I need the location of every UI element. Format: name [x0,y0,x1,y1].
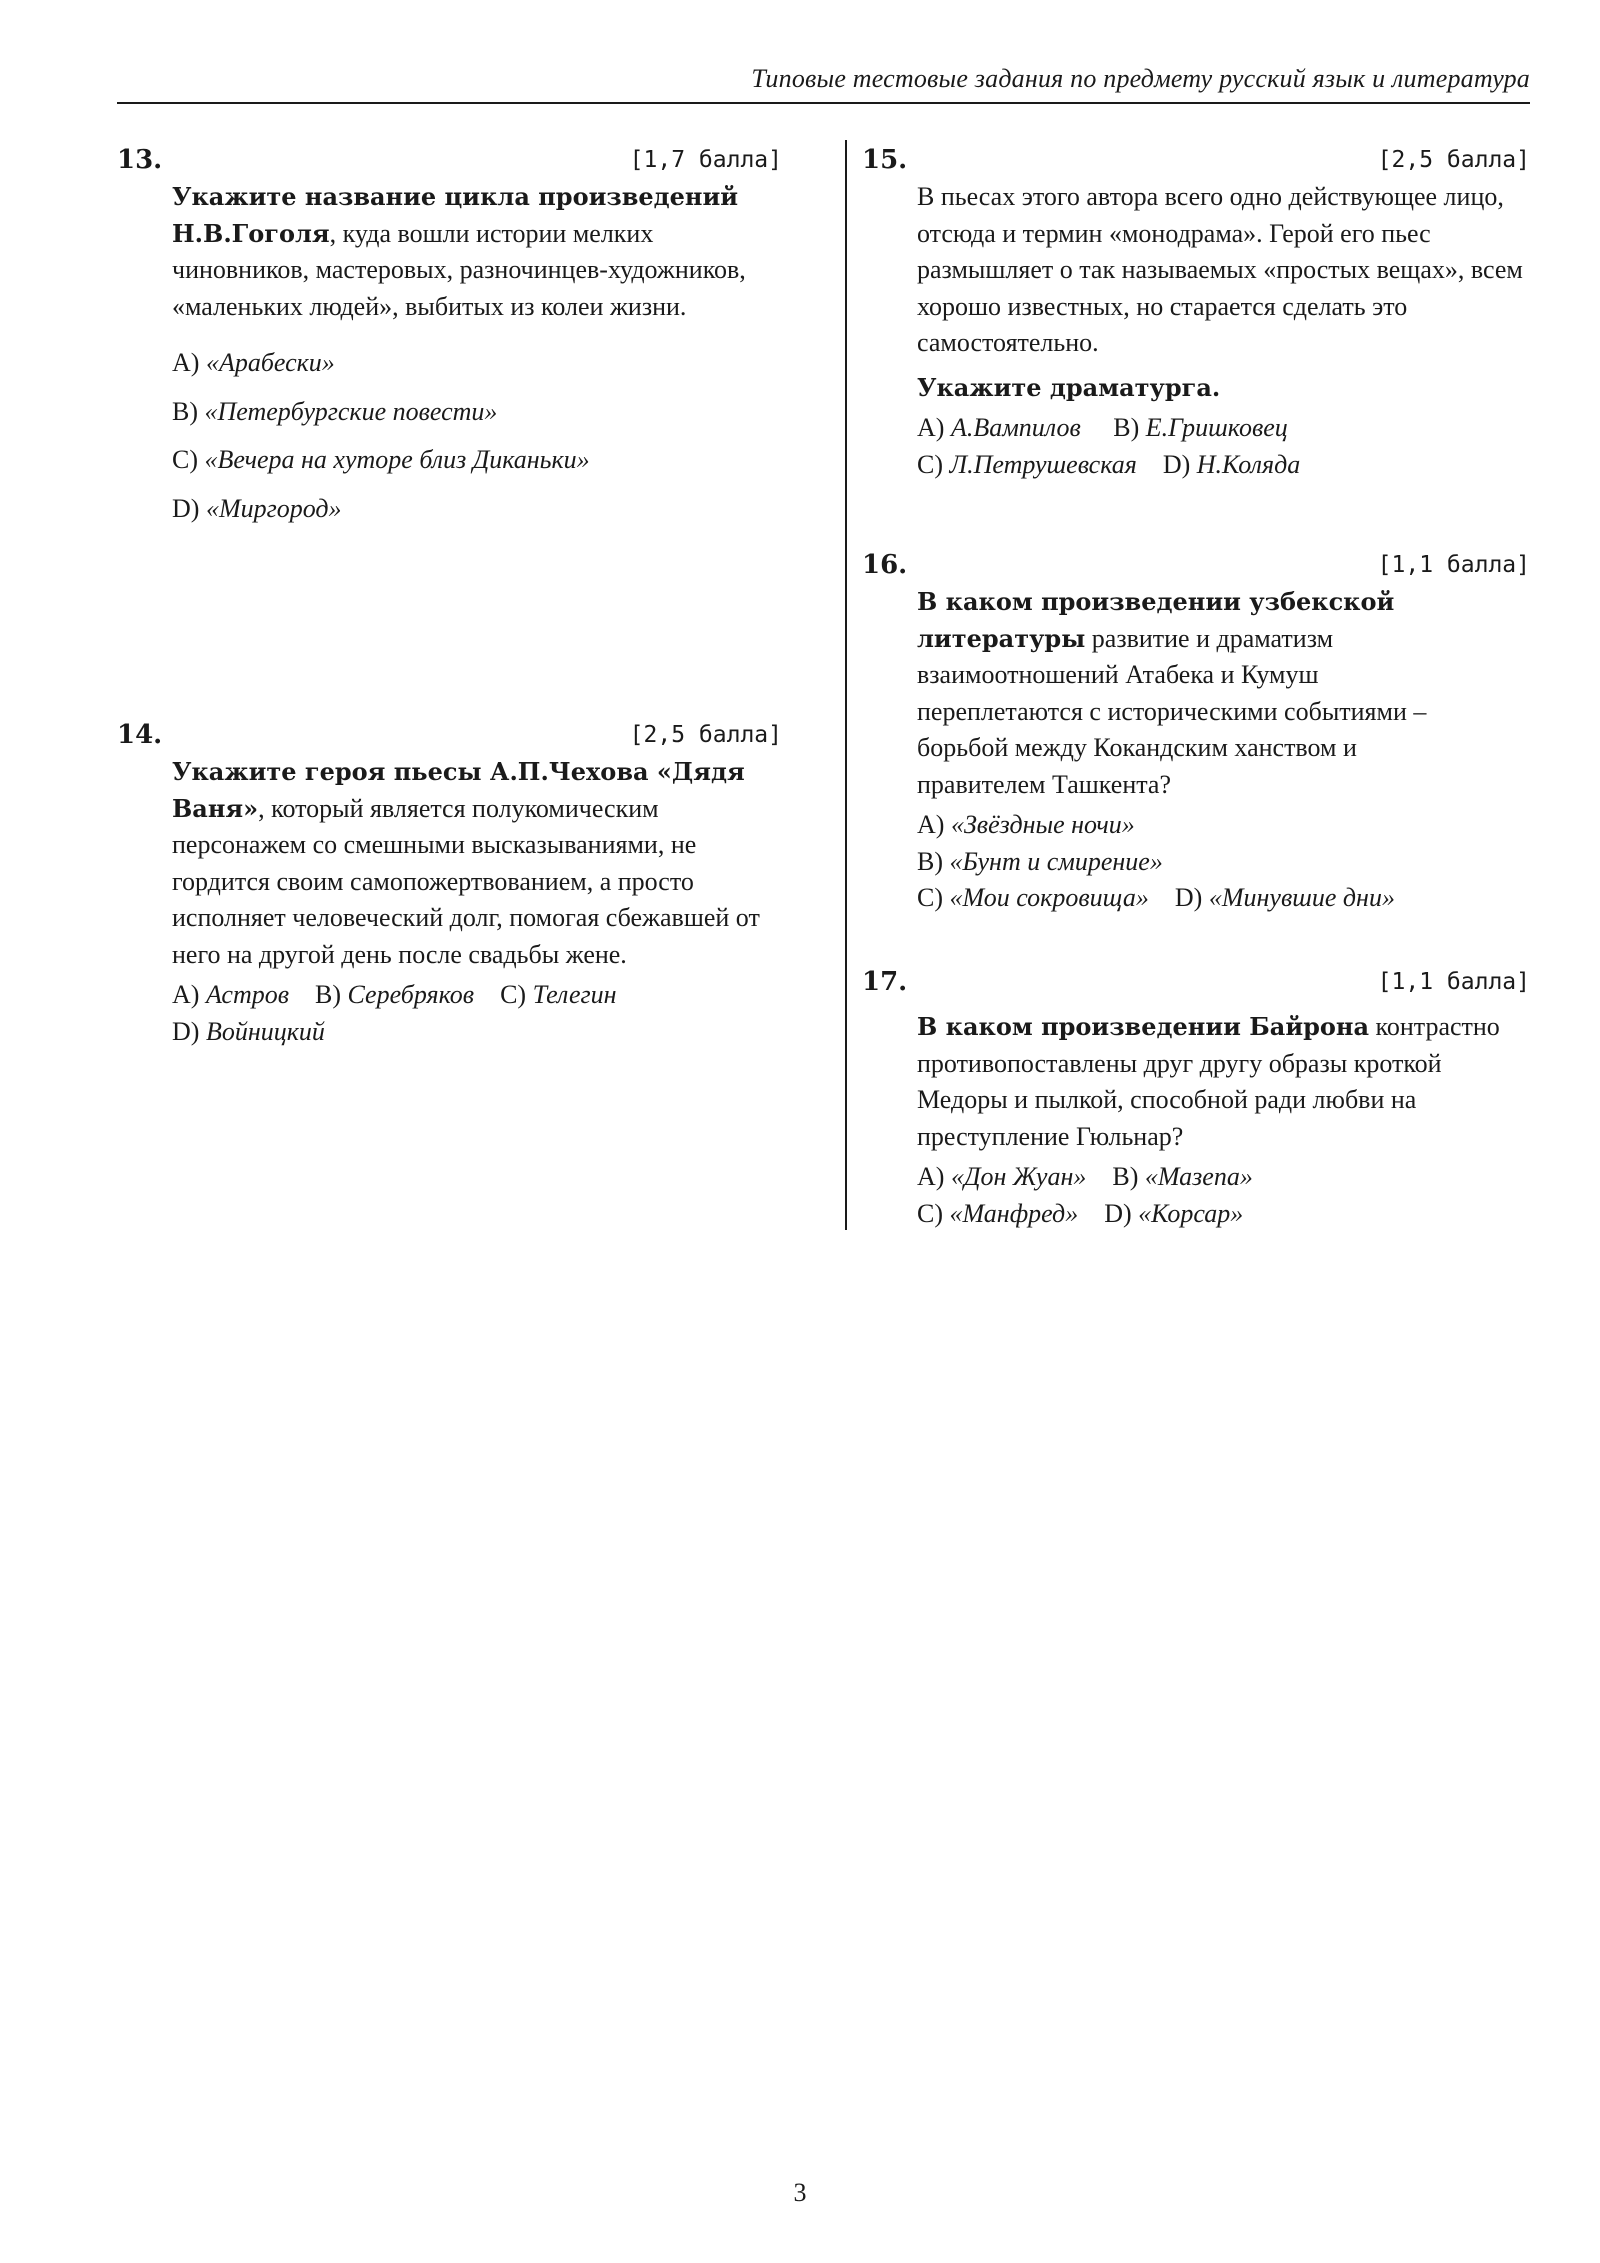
question-instruction [917,370,1530,407]
question-number: 14. [117,720,163,750]
answer-options [172,977,782,1050]
answer-option-c[interactable]: C) Л.Петрушевская [917,449,1137,479]
question-prompt-bold: Укажите героя пьесы А.П.Чехова «Дядя Ваня» [172,757,745,823]
question-prompt-bold: В каком произведении Байрона [917,1012,1370,1041]
question-text [917,179,1530,362]
page-number: 3 [793,2178,807,2207]
answer-option-c[interactable]: C) «Вечера на хуторе близ Диканьки» [172,445,590,474]
answer-option-d[interactable]: D) Н.Коляда [1162,449,1301,479]
question-text [917,584,1457,803]
question-points: [2,5 балла] [629,722,782,748]
question-15 [862,145,1530,483]
question-points: [1,1 балла] [1377,969,1530,995]
answer-option-c[interactable]: C) Телегин [500,980,617,1009]
page-header-title: Типовые тестовые задания по предмету русский язык и литература [751,64,1530,93]
answer-option-c[interactable]: C) «Манфред» [917,1198,1079,1228]
answer-options [917,1159,1530,1232]
question-number: 16. [862,550,908,580]
question-points: [1,7 балла] [629,147,782,173]
question-16 [862,550,1530,917]
answer-options [172,339,782,533]
answer-option-a[interactable]: A) «Звёздные ночи» [917,810,1135,839]
question-17 [862,967,1530,1232]
answer-option-a[interactable]: A) А.Вампилов [917,413,1081,442]
question-prompt-bold: Укажите драматурга. [917,372,1221,402]
answer-option-b[interactable]: B) «Петербургские повести» [172,396,498,426]
question-prompt-bold: В каком произведении узбекской литературы [917,587,1395,653]
question-14 [117,720,782,1050]
question-prompt-text: , который является полукомическим персонажем со смешными высказываниями, не гордится своим самопожертвованием, а просто исполняет человеческий долг, помогая сбежавшей от него на другой день после свадьбы жене. [172,793,760,969]
question-prompt-text: развитие и драматизм взаимоотношений Атабека и Кумуш переплетаются с историческими событиями – борьбой между Кокандским ханством и правителем Ташкента? [917,623,1427,799]
question-number: 15. [862,145,908,175]
answer-option-d[interactable]: D) «Миргород» [172,493,342,523]
question-points: [1,1 балла] [1377,552,1530,578]
answer-option-a[interactable]: A) «Дон Жуан» [917,1162,1087,1191]
question-prompt-text: , куда вошли истории мелких чиновников, мастеровых, разночинцев-художников, «маленьких людей», выбитых из колеи жизни. [172,218,746,321]
question-13 [117,145,782,533]
answer-option-b[interactable]: B) Серебряков [315,980,475,1009]
answer-option-d[interactable]: D) Войницкий [172,1016,325,1046]
answer-option-a[interactable]: A) Астров [172,980,290,1009]
question-number: 17. [862,967,908,997]
answer-option-a[interactable]: A) «Арабески» [172,348,335,377]
answer-options [917,410,1530,483]
header-rule [117,102,1530,104]
question-prompt-bold: Укажите название цикла произведений Н.В.Гоголя [172,182,739,248]
answer-option-b[interactable]: B) «Бунт и смирение» [917,846,1163,876]
question-prompt-text: В пьесах этого автора всего одно действующее лицо, отсюда и термин «монодрама». Герой его пьес размышляет о так называемых «простых вещах», всем хорошо известных, но старается сделать это самостоятельно. [917,182,1523,357]
answer-option-b[interactable]: B) «Мазепа» [1112,1162,1253,1191]
answer-options [917,807,1530,917]
answer-option-d[interactable]: D) «Минувшие дни» [1174,883,1395,912]
question-text [917,1009,1530,1155]
answer-option-d[interactable]: D) «Корсар» [1104,1198,1244,1228]
column-divider [845,140,847,1230]
question-text [172,179,782,325]
question-prompt-text: контрастно противопоставлены друг другу образы кроткой Медоры и пылкой, способной ради любви на преступление Гюльнар? [917,1012,1500,1151]
question-number: 13. [117,145,163,175]
answer-option-b[interactable]: B) Е.Гришковец [1113,413,1288,442]
question-text [172,754,782,973]
answer-option-c[interactable]: C) «Мои сокровища» [917,883,1149,912]
question-points: [2,5 балла] [1377,147,1530,173]
